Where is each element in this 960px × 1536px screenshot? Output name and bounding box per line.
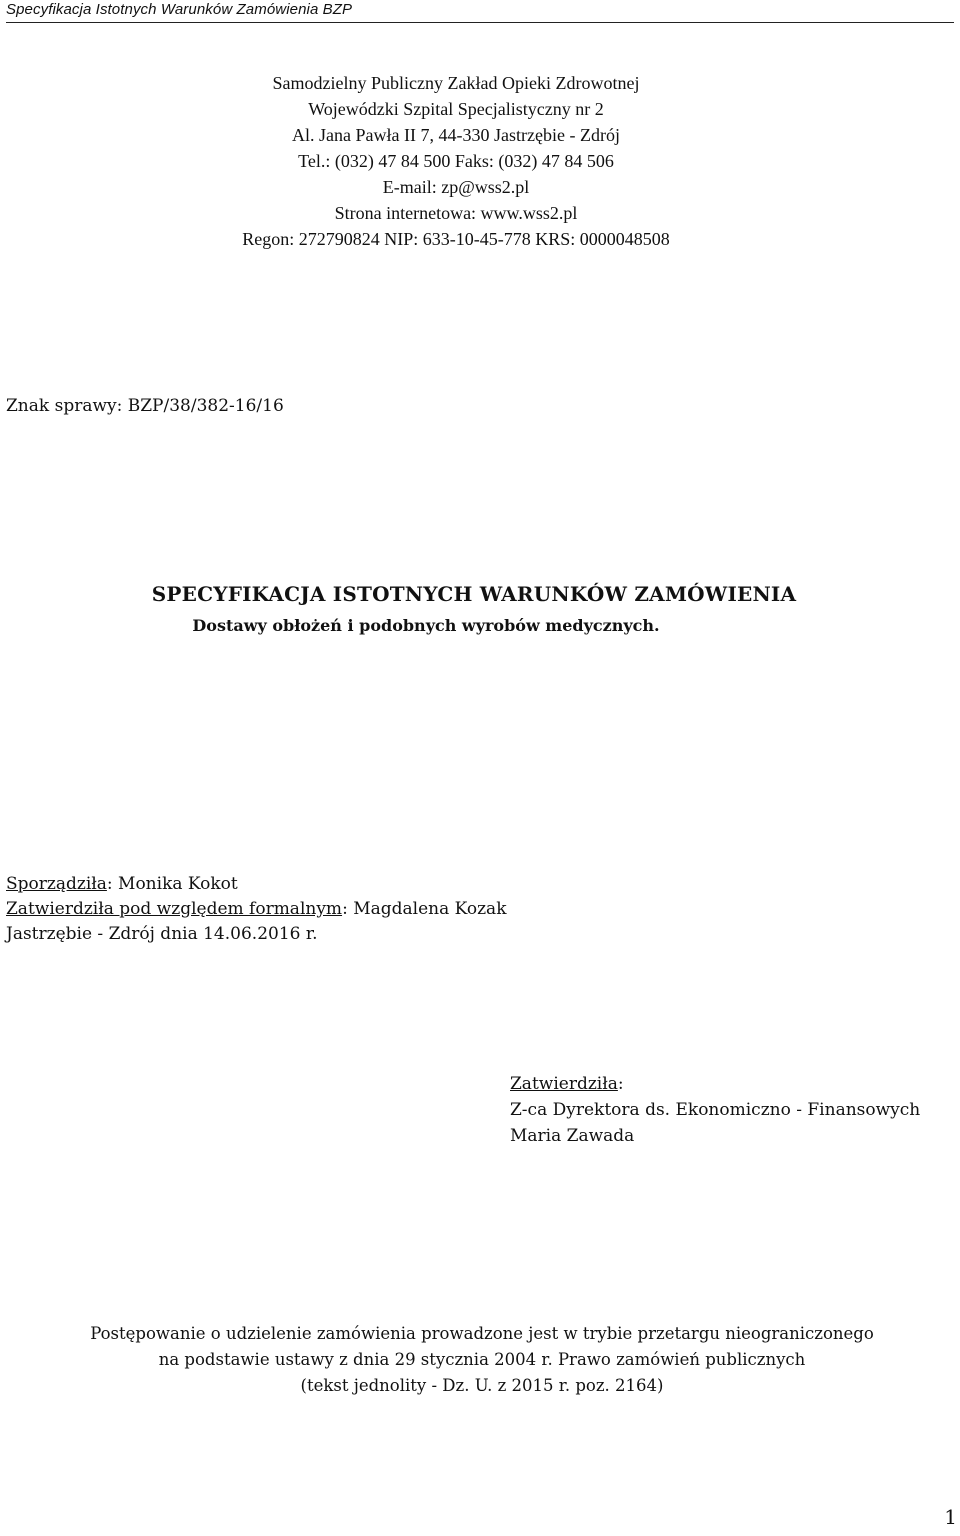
approval-label: Zatwierdziła xyxy=(510,1074,618,1094)
org-registry-line: Regon: 272790824 NIP: 633-10-45-778 KRS: 0000048508 xyxy=(242,229,670,249)
org-email-line: E-mail: zp@wss2.pl xyxy=(382,177,530,197)
formal-approval-line xyxy=(6,897,507,922)
approval-label-line xyxy=(510,1071,920,1097)
procedure-note-line-1: Postępowanie o udzielenie zamówienia prowadzone jest w trybie przetargu nieograniczonego xyxy=(90,1324,874,1343)
running-title: Specyfikacja Istotnych Warunków Zamówienia BZP xyxy=(6,1,353,18)
title-block xyxy=(0,582,954,635)
place-date-line: Jastrzębie - Zdrój dnia 14.06.2016 r. xyxy=(6,924,318,944)
prepared-by-line xyxy=(6,872,507,897)
procedure-note-line-3: (tekst jednolity - Dz. U. z 2015 r. poz. 2164) xyxy=(300,1376,664,1395)
org-name-line: Samodzielny Publiczny Zakład Opieki Zdrowotnej xyxy=(272,73,640,93)
procedure-note xyxy=(2,1321,960,1399)
formal-approval-label: Zatwierdziła pod względem formalnym xyxy=(6,899,343,919)
prepared-by-block xyxy=(6,872,507,947)
approval-label-suffix: : xyxy=(617,1074,624,1094)
procedure-note-line-2: na podstawie ustawy z dnia 29 stycznia 2004 r. Prawo zamówień publicznych xyxy=(158,1350,806,1369)
organization-address-block xyxy=(0,70,936,252)
document-title: SPECYFIKACJA ISTOTNYCH WARUNKÓW ZAMÓWIENIA xyxy=(151,582,797,606)
page-header xyxy=(6,0,954,23)
org-phone-fax-line: Tel.: (032) 47 84 500 Faks: (032) 47 84 506 xyxy=(298,151,614,171)
org-hospital-line: Wojewódzki Szpital Specjalistyczny nr 2 xyxy=(308,99,604,119)
formal-approval-value: : Magdalena Kozak xyxy=(342,899,507,919)
prepared-by-label: Sporządziła xyxy=(6,874,107,894)
org-website-line: Strona internetowa: www.wss2.pl xyxy=(334,203,578,223)
approval-position: Z-ca Dyrektora ds. Ekonomiczno - Finansowych xyxy=(510,1100,921,1120)
document-subtitle: Dostawy obłożeń i podobnych wyrobów medycznych. xyxy=(192,616,660,635)
prepared-by-value: : Monika Kokot xyxy=(106,874,238,894)
approval-block xyxy=(510,1071,920,1149)
approval-name: Maria Zawada xyxy=(510,1126,635,1146)
case-number: Znak sprawy: BZP/38/382-16/16 xyxy=(6,396,284,416)
page-number: 1 xyxy=(944,1505,957,1529)
org-address-line: Al. Jana Pawła II 7, 44-330 Jastrzębie - Zdrój xyxy=(292,125,620,145)
